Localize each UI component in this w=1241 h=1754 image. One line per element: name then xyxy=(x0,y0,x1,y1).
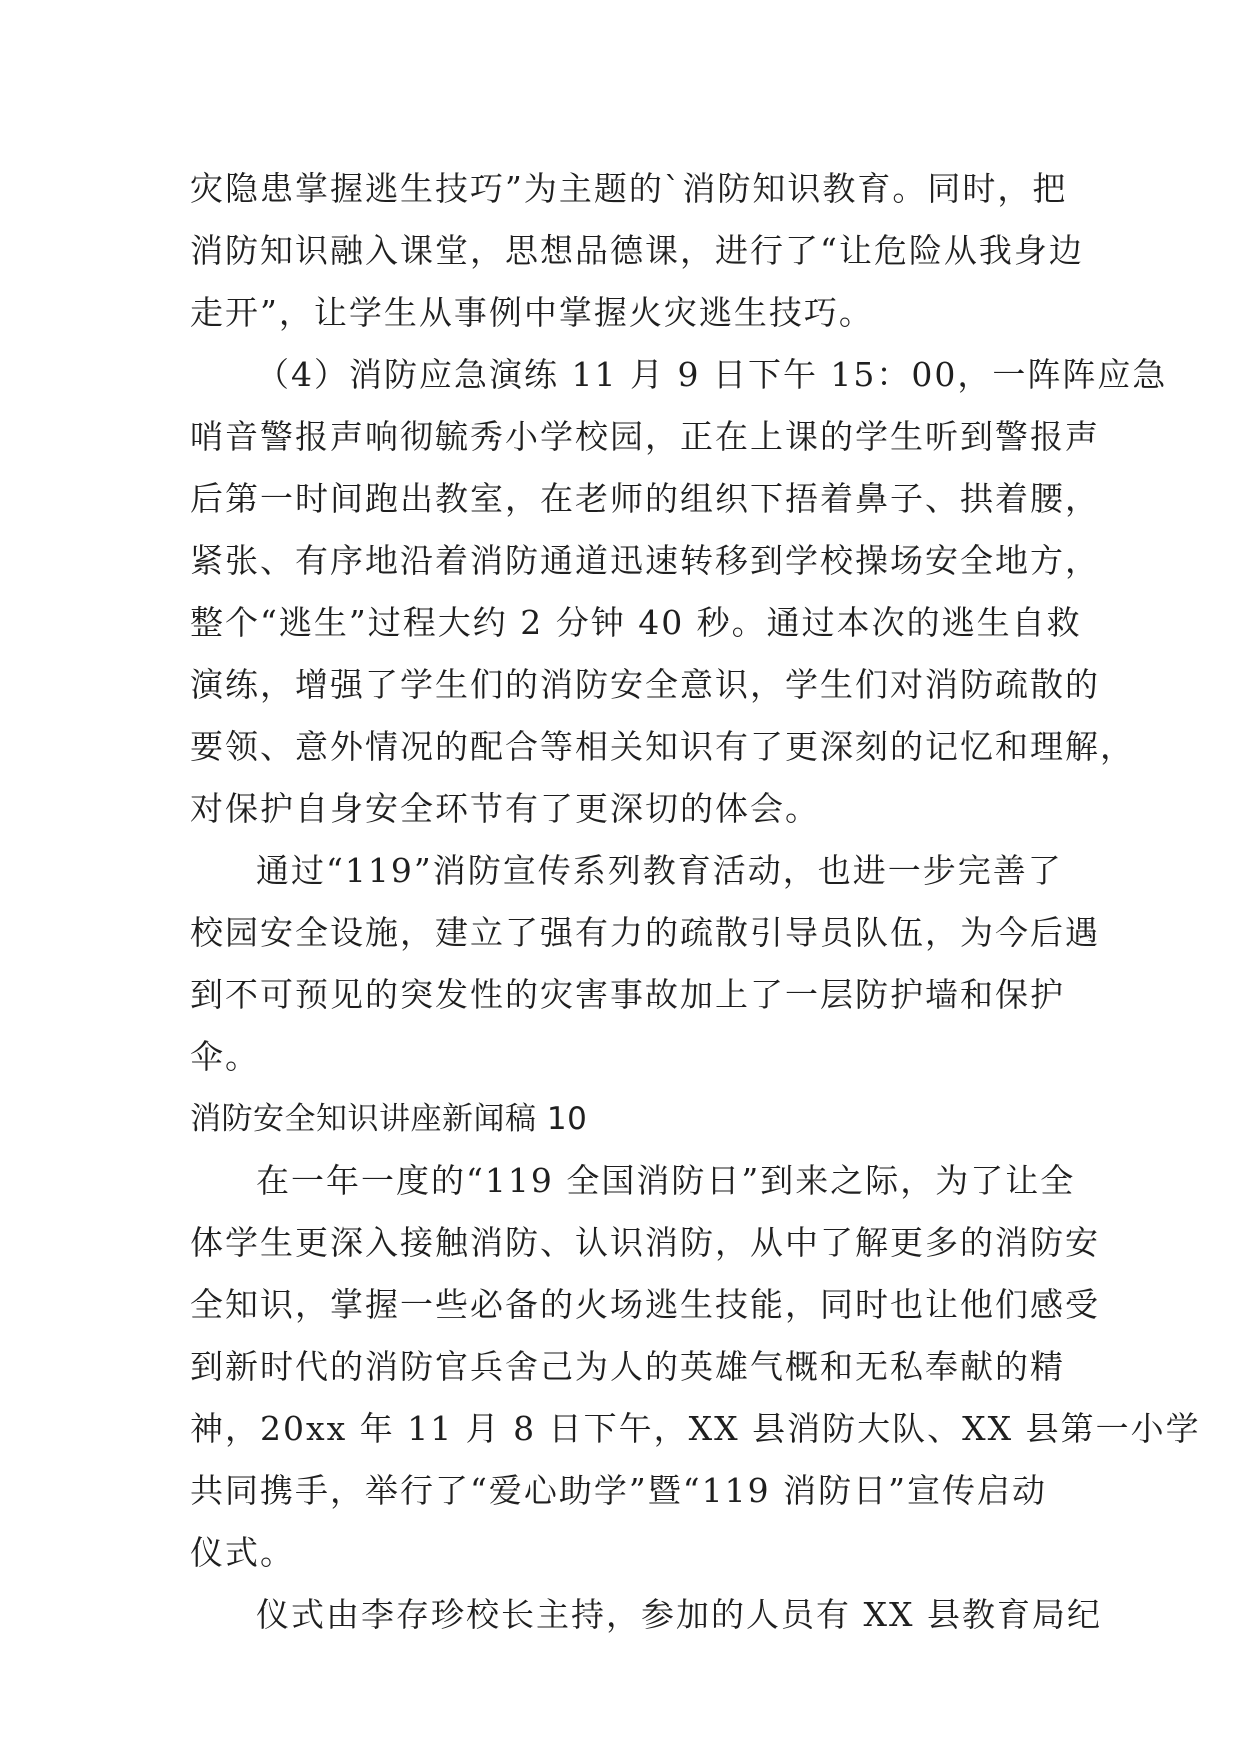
section-heading: 消防安全知识讲座新闻稿 10 xyxy=(190,1101,588,1137)
text-line: （4）消防应急演练 11 月 9 日下午 15：00，一阵阵应急 xyxy=(256,355,1168,394)
text-line: 灾隐患掌握逃生技巧”为主题的`消防知识教育。同时，把 xyxy=(190,169,1068,208)
paragraph xyxy=(190,1150,1201,1584)
text-line: 对保护自身安全环节有了更深切的体会。 xyxy=(190,789,820,828)
text-line: 仪式由李存珍校长主持，参加的人员有 XX 县教育局纪 xyxy=(256,1595,1102,1634)
text-line: 伞。 xyxy=(190,1037,260,1076)
paragraph xyxy=(190,840,1100,1088)
text-line: 哨音警报声响彻毓秀小学校园，正在上课的学生听到警报声 xyxy=(190,417,1100,456)
text-line: 通过“119”消防宣传系列教育活动，也进一步完善了 xyxy=(256,851,1063,890)
document-body xyxy=(190,158,1201,1646)
text-line: 在一年一度的“119 全国消防日”到来之际，为了让全 xyxy=(256,1161,1076,1200)
text-line: 全知识，掌握一些必备的火场逃生技能，同时也让他们感受 xyxy=(190,1285,1100,1324)
paragraph xyxy=(190,1584,1102,1646)
text-line: 仪式。 xyxy=(190,1533,295,1572)
text-line: 整个“逃生”过程大约 2 分钟 40 秒。通过本次的逃生自救 xyxy=(190,603,1082,642)
text-line: 体学生更深入接触消防、认识消防，从中了解更多的消防安 xyxy=(190,1223,1100,1262)
text-line: 到不可预见的突发性的灾害事故加上了一层防护墙和保护 xyxy=(190,975,1065,1014)
text-line: 神，20xx 年 11 月 8 日下午，XX 县消防大队、XX 县第一小学 xyxy=(190,1409,1201,1448)
text-line: 演练，增强了学生们的消防安全意识，学生们对消防疏散的 xyxy=(190,665,1100,704)
paragraph xyxy=(190,158,1084,344)
text-line: 走开”，让学生从事例中掌握火灾逃生技巧。 xyxy=(190,293,874,332)
text-line: 消防知识融入课堂，思想品德课，进行了“让危险从我身边 xyxy=(190,231,1084,270)
text-line: 校园安全设施，建立了强有力的疏散引导员队伍，为今后遇 xyxy=(190,913,1100,952)
text-line: 后第一时间跑出教室，在老师的组织下捂着鼻子、拱着腰， xyxy=(190,479,1100,518)
text-line: 到新时代的消防官兵舍己为人的英雄气概和无私奉献的精 xyxy=(190,1347,1065,1386)
paragraph xyxy=(190,344,1168,840)
text-line: 共同携手，举行了“爱心助学”暨“119 消防日”宣传启动 xyxy=(190,1471,1047,1510)
text-line: 要领、意外情况的配合等相关知识有了更深刻的记忆和理解， xyxy=(190,727,1135,766)
text-line: 紧张、有序地沿着消防通道迅速转移到学校操场安全地方， xyxy=(190,541,1100,580)
